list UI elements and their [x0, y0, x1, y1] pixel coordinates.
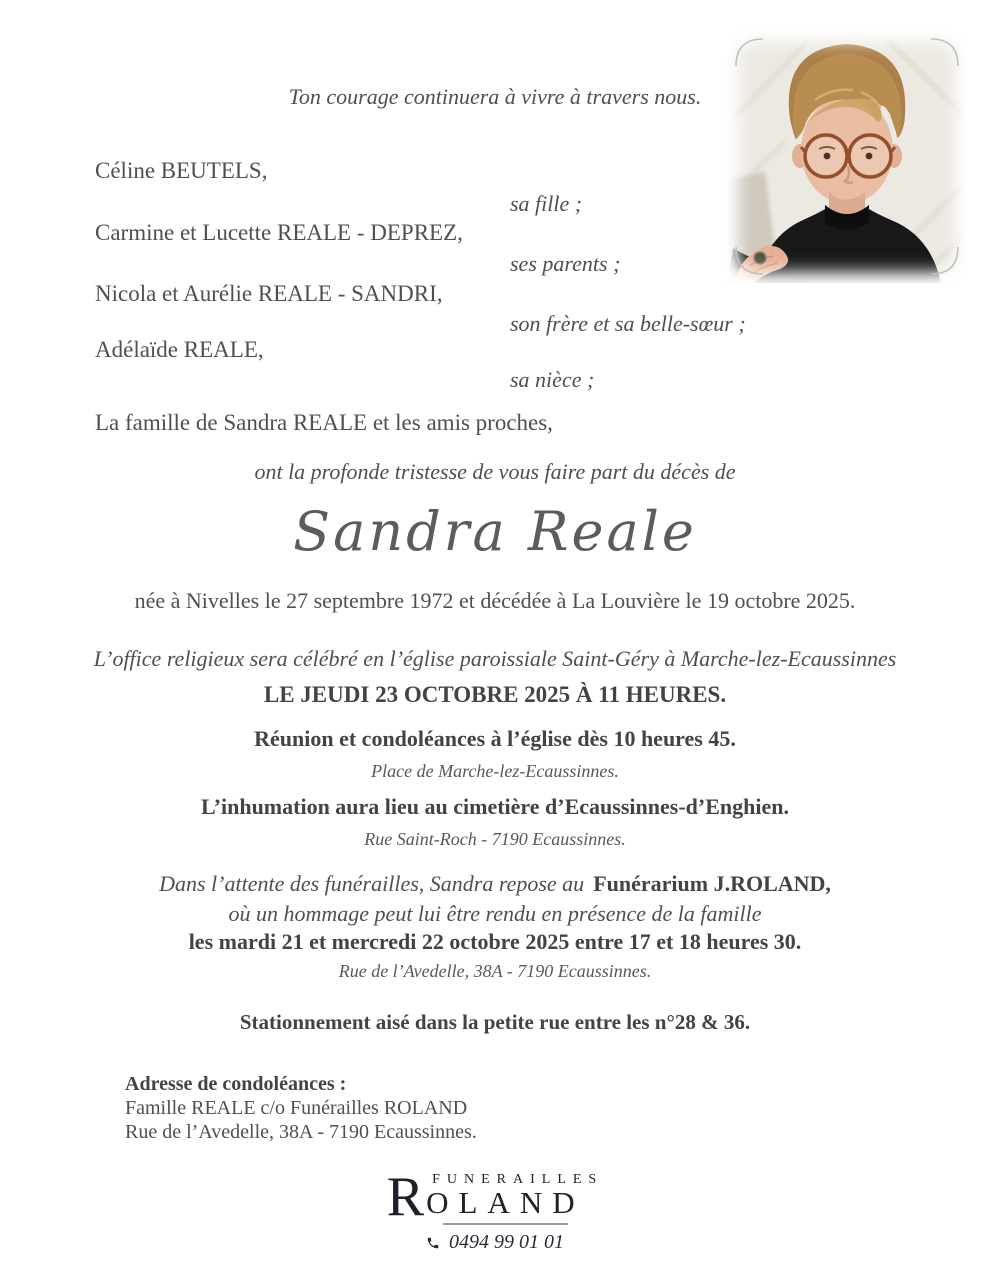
relative-relation: ses parents ; [510, 251, 621, 276]
condolence-line: Rue de l’Avedelle, 38A - 7190 Ecaussinnes. [125, 1121, 477, 1143]
service-datetime: LE JEUDI 23 OCTOBRE 2025 À 11 HEURES. [263, 682, 727, 707]
brand-wordmark [386, 1166, 604, 1228]
relative-name: Carmine et Lucette REALE - DEPREZ, [95, 220, 463, 245]
logo-divider [443, 1223, 568, 1225]
portrait-photo [727, 30, 967, 283]
funeral-home-logo [0, 1166, 990, 1254]
condolence-address-block [125, 1072, 477, 1144]
life-dates: née à Nivelles le 27 septembre 1972 et décédée à La Louvière le 19 octobre 2025. [134, 588, 856, 613]
funerarium-days: les mardi 21 et mercredi 22 octobre 2025 entre 17 et 18 heures 30. [188, 929, 802, 954]
condolence-line: Famille REALE c/o Funérailles ROLAND [125, 1097, 468, 1119]
relative-name: Nicola et Aurélie REALE - SANDRI, [95, 281, 443, 306]
burial-line: L’inhumation aura lieu au cimetière d’Ecaussinnes-d’Enghien. [201, 794, 789, 819]
condolence-title: Adresse de condoléances : [125, 1073, 347, 1095]
opening-quote: Ton courage continuera à vivre à travers nous. [288, 84, 702, 109]
service-meeting-place: Place de Marche-lez-Ecaussinnes. [371, 761, 619, 781]
service-intro: L’office religieux sera célébré en l’église paroissiale Saint-Géry à Marche-lez-Ecaussinnes [93, 646, 897, 671]
funerarium-intro [0, 871, 990, 897]
funerarium-address: Rue de l’Avedelle, 38A - 7190 Ecaussinnes. [338, 961, 652, 981]
brand-name-rest: OLAND [426, 1185, 585, 1220]
service-meeting: Réunion et condoléances à l’église dès 10 heures 45. [254, 726, 736, 751]
phone-line [0, 1231, 990, 1254]
family-line: La famille de Sandra REALE et les amis proches, [95, 410, 553, 435]
phone-number: 0494 99 01 01 [449, 1231, 564, 1253]
parking-note: Stationnement aisé dans la petite rue entre les n°28 & 36. [239, 1010, 751, 1034]
relative-relation: sa nièce ; [510, 367, 595, 392]
funerarium-intro-italic: Dans l’attente des funérailles, Sandra repose au [159, 871, 585, 896]
relative-relation: son frère et sa belle-sœur ; [510, 311, 746, 336]
brand-top-label: FUNERAILLES [432, 1172, 604, 1187]
funerarium-homage: où un hommage peut lui être rendu en présence de la famille [228, 901, 762, 926]
announcement-line: ont la profonde tristesse de vous faire part du décès de [254, 459, 736, 484]
relative-relation: sa fille ; [510, 191, 583, 216]
portrait-illustration [727, 30, 967, 283]
relative-name: Céline BEUTELS, [95, 158, 268, 183]
brand-initial: R [386, 1166, 427, 1228]
relative-name: Adélaïde REALE, [95, 337, 264, 362]
phone-handset-icon [426, 1236, 440, 1250]
funerarium-intro-bold: Funérarium J.ROLAND, [593, 871, 831, 896]
deceased-name: Sandra Reale [293, 500, 697, 563]
burial-address: Rue Saint-Roch - 7190 Ecaussinnes. [364, 829, 626, 849]
